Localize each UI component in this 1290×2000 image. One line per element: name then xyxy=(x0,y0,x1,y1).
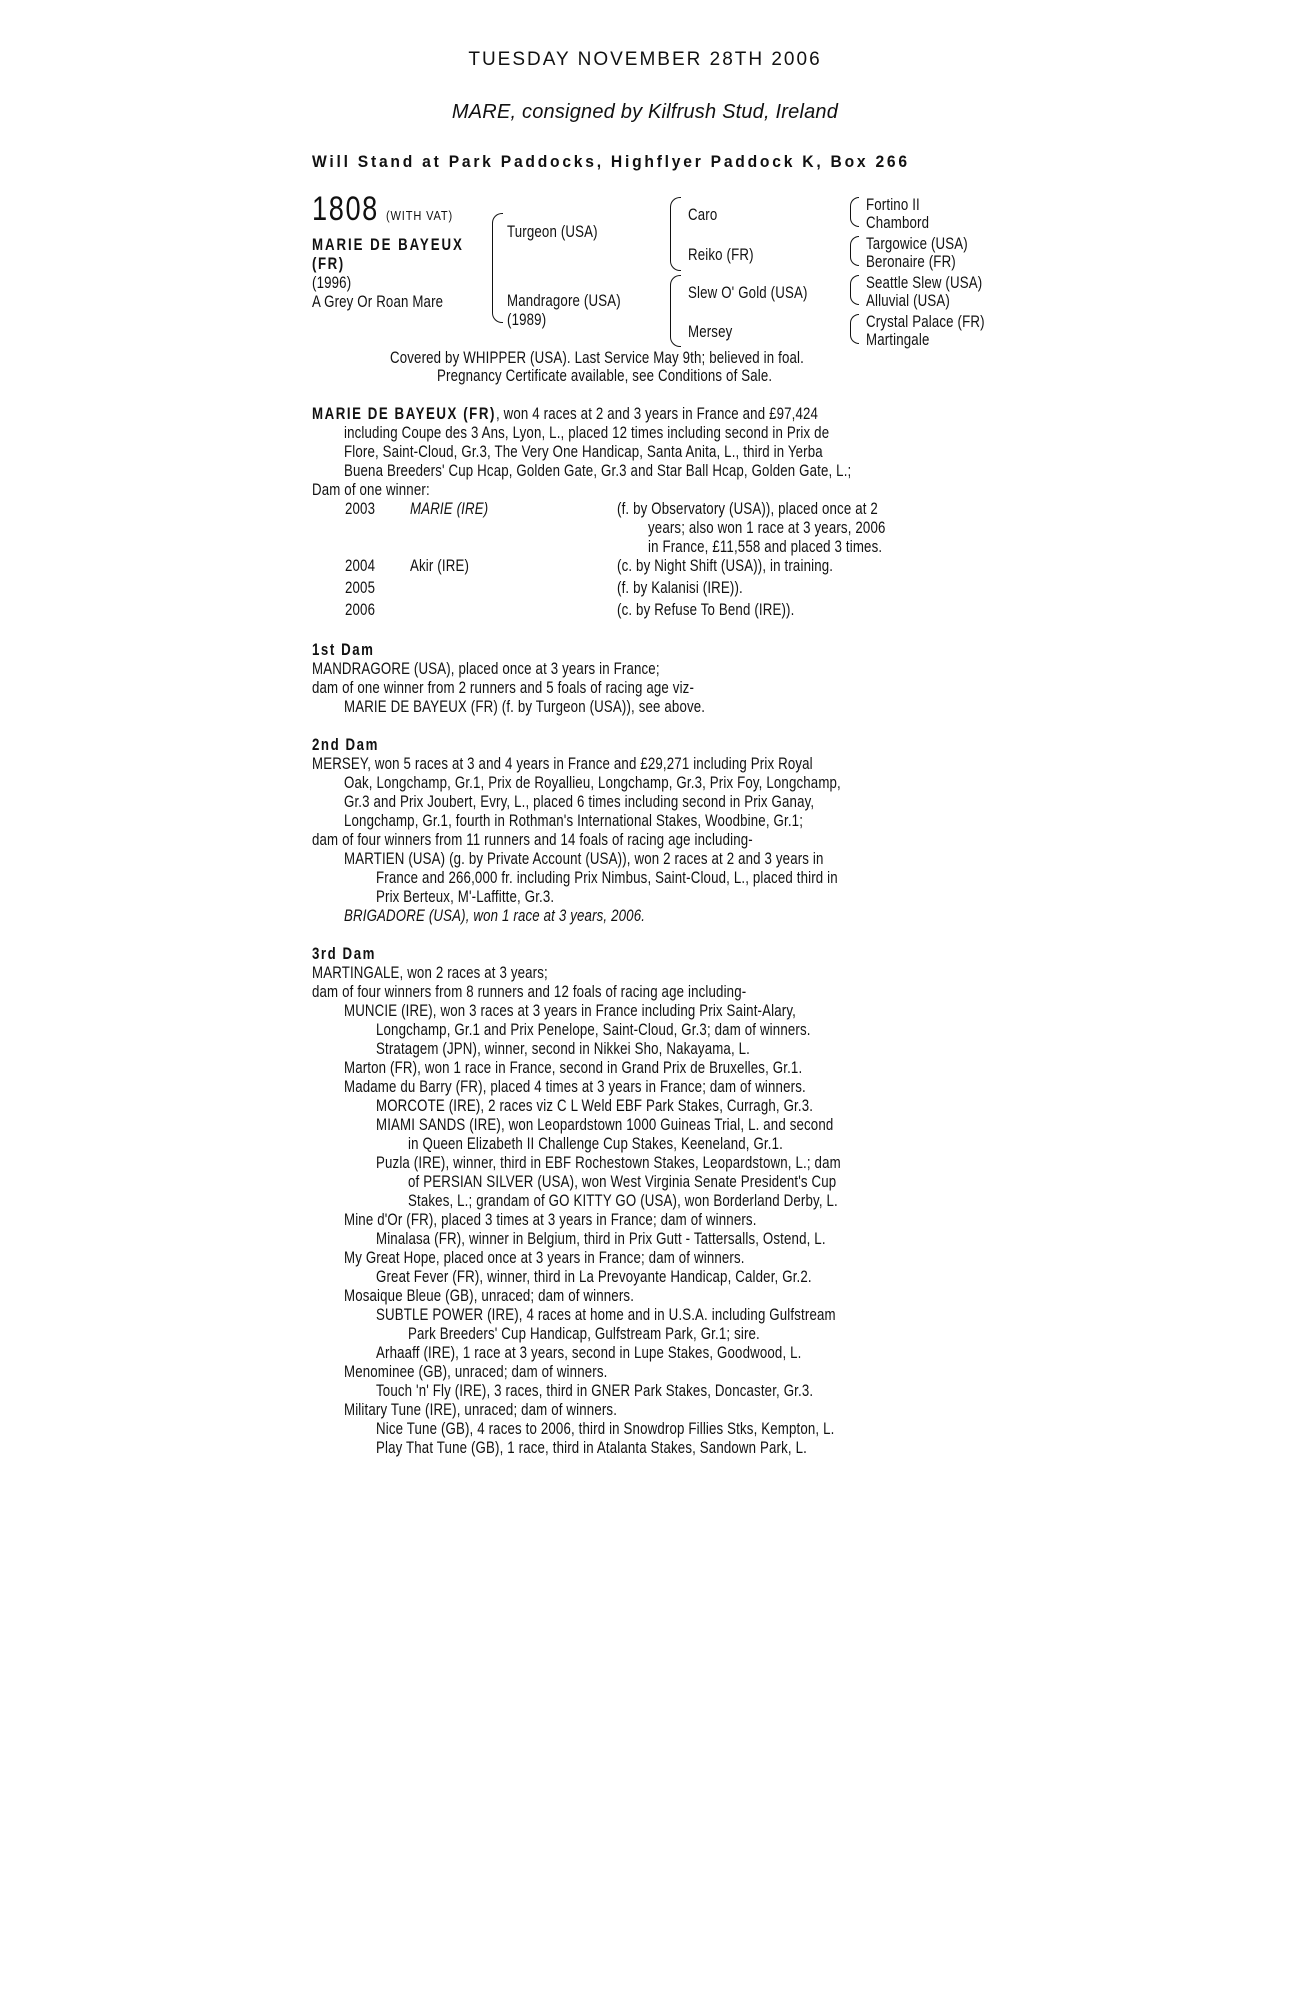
produce-detail: (c. by Night Shift (USA)), in training. xyxy=(617,556,834,575)
third-dam-line: MIAMI SANDS (IRE), won Leopardstown 1000 Guineas Trial, L. and second xyxy=(376,1115,834,1134)
third-dam-line: MUNCIE (IRE), won 3 races at 3 years in France including Prix Saint-Alary, xyxy=(344,1001,796,1020)
third-dam-line: of PERSIAN SILVER (USA), won West Virginia Senate President's Cup xyxy=(408,1172,837,1191)
pedigree-g1: Fortino II xyxy=(866,195,920,214)
produce-detail: (f. by Observatory (USA)), placed once at 2 xyxy=(617,499,878,518)
mare-record-line-3: Flore, Saint-Cloud, Gr.3, The Very One Handicap, Santa Anita, L., third in Yerba xyxy=(344,442,823,461)
pedigree-g6: Alluvial (USA) xyxy=(866,291,950,310)
pedigree-dam-year: (1989) xyxy=(507,310,547,329)
pedigree-g8: Martingale xyxy=(866,330,930,349)
horse-year: (1996) xyxy=(312,273,352,292)
third-dam-line: Park Breeders' Cup Handicap, Gulfstream Park, Gr.1; sire. xyxy=(408,1324,760,1343)
second-dam-line: MARTIEN (USA) (g. by Private Account (USA)), won 2 races at 2 and 3 years in xyxy=(344,849,824,868)
third-dam-line: Mine d'Or (FR), placed 3 times at 3 years in France; dam of winners. xyxy=(344,1210,757,1229)
first-dam-heading: 1st Dam xyxy=(312,640,375,659)
mare-record-line-2: including Coupe des 3 Ans, Lyon, L., placed 12 times including second in Prix de xyxy=(344,423,830,442)
third-dam-line: Touch 'n' Fly (IRE), 3 races, third in GNER Park Stakes, Doncaster, Gr.3. xyxy=(376,1381,814,1400)
mare-record-text: , won 4 races at 2 and 3 years in France and £97,424 xyxy=(495,404,819,423)
sale-date: TUESDAY NOVEMBER 28TH 2006 xyxy=(468,49,822,70)
third-dam-line: MARTINGALE, won 2 races at 3 years; xyxy=(312,963,548,982)
produce-name: MARIE (IRE) xyxy=(410,499,489,518)
produce-name: Akir (IRE) xyxy=(410,556,470,575)
mare-record-line-4: Buena Breeders' Cup Hcap, Golden Gate, Gr.3 and Star Ball Hcap, Golden Gate, L.; xyxy=(344,461,852,480)
third-dam-line: Menominee (GB), unraced; dam of winners. xyxy=(344,1362,608,1381)
pedigree-brace-dam xyxy=(670,275,681,347)
third-dam-line: Nice Tune (GB), 4 races to 2006, third in Snowdrop Fillies Stks, Kempton, L. xyxy=(376,1419,835,1438)
first-dam-line: MANDRAGORE (USA), placed once at 3 years in France; xyxy=(312,659,660,678)
pedigree-dam: Mandragore (USA) xyxy=(507,291,621,310)
second-dam-line: MERSEY, won 5 races at 3 and 4 years in France and £29,271 including Prix Royal xyxy=(312,754,813,773)
third-dam-line: Play That Tune (GB), 1 race, third in Atalanta Stakes, Sandown Park, L. xyxy=(376,1438,807,1457)
mare-record-line-1 xyxy=(312,404,818,423)
second-dam-line: BRIGADORE (USA), won 1 race at 3 years, 2006. xyxy=(344,906,646,925)
pedigree-g3: Targowice (USA) xyxy=(866,234,968,253)
horse-country: (FR) xyxy=(312,254,345,273)
third-dam-line: Longchamp, Gr.1 and Prix Penelope, Saint-Cloud, Gr.3; dam of winners. xyxy=(376,1020,811,1039)
pedigree-g2: Chambord xyxy=(866,213,930,232)
lot-number: 1808 xyxy=(312,190,379,228)
third-dam-line: Mosaique Bleue (GB), unraced; dam of winners. xyxy=(344,1286,635,1305)
pedigree-g7: Crystal Palace (FR) xyxy=(866,312,985,331)
produce-detail: (c. by Refuse To Bend (IRE)). xyxy=(617,600,795,619)
mare-dam-of: Dam of one winner: xyxy=(312,480,430,499)
pedigree-sire-sire: Caro xyxy=(688,205,718,224)
third-dam-line: Puzla (IRE), winner, third in EBF Rochestown Stakes, Leopardstown, L.; dam xyxy=(376,1153,841,1172)
produce-detail: in France, £11,558 and placed 3 times. xyxy=(648,537,883,556)
third-dam-line: MORCOTE (IRE), 2 races viz C L Weld EBF Park Stakes, Curragh, Gr.3. xyxy=(376,1096,814,1115)
first-dam-line: dam of one winner from 2 runners and 5 foals of racing age viz- xyxy=(312,678,695,697)
third-dam-line: in Queen Elizabeth II Challenge Cup Stakes, Keeneland, Gr.1. xyxy=(408,1134,783,1153)
second-dam-heading: 2nd Dam xyxy=(312,735,379,754)
third-dam-line: My Great Hope, placed once at 3 years in France; dam of winners. xyxy=(344,1248,745,1267)
pedigree-brace-g4 xyxy=(850,314,859,344)
produce-year: 2004 xyxy=(345,556,376,575)
third-dam-line: Stakes, L.; grandam of GO KITTY GO (USA), won Borderland Derby, L. xyxy=(408,1191,838,1210)
produce-year: 2005 xyxy=(345,578,376,597)
pedigree-dam-sire: Slew O' Gold (USA) xyxy=(688,283,808,302)
third-dam-line: Madame du Barry (FR), placed 4 times at 3 years in France; dam of winners. xyxy=(344,1077,806,1096)
third-dam-line: SUBTLE POWER (IRE), 4 races at home and in U.S.A. including Gulfstream xyxy=(376,1305,836,1324)
third-dam-line: Stratagem (JPN), winner, second in Nikkei Sho, Nakayama, L. xyxy=(376,1039,751,1058)
pedigree-brace-g3 xyxy=(850,275,859,305)
pedigree-brace-sire xyxy=(670,197,681,271)
produce-year: 2006 xyxy=(345,600,376,619)
pedigree-sire: Turgeon (USA) xyxy=(507,222,598,241)
third-dam-line: Arhaaff (IRE), 1 race at 3 years, second in Lupe Stakes, Goodwood, L. xyxy=(376,1343,802,1362)
third-dam-line: Marton (FR), won 1 race in France, second in Grand Prix de Bruxelles, Gr.1. xyxy=(344,1058,803,1077)
second-dam-line: Gr.3 and Prix Joubert, Evry, L., placed 6 times including second in Prix Ganay, xyxy=(344,792,815,811)
mare-record-name: MARIE DE BAYEUX (FR) xyxy=(312,404,496,423)
produce-year: 2003 xyxy=(345,499,376,518)
second-dam-line: dam of four winners from 11 runners and 14 foals of racing age including- xyxy=(312,830,753,849)
third-dam-line: Military Tune (IRE), unraced; dam of winners. xyxy=(344,1400,618,1419)
second-dam-line: Prix Berteux, M'-Laffitte, Gr.3. xyxy=(376,887,555,906)
stand-location: Will Stand at Park Paddocks, Highflyer Paddock K, Box 266 xyxy=(312,152,910,171)
covered-line-1: Covered by WHIPPER (USA). Last Service May 9th; believed in foal. xyxy=(390,348,804,367)
produce-detail: (f. by Kalanisi (IRE)). xyxy=(617,578,743,597)
pedigree-dam-dam: Mersey xyxy=(688,322,733,341)
third-dam-line: dam of four winners from 8 runners and 12 foals of racing age including- xyxy=(312,982,747,1001)
lot-vat: (WITH VAT) xyxy=(386,208,454,223)
horse-description: A Grey Or Roan Mare xyxy=(312,292,444,311)
pedigree-brace-main xyxy=(492,213,503,323)
horse-name: MARIE DE BAYEUX xyxy=(312,235,464,254)
produce-detail: years; also won 1 race at 3 years, 2006 xyxy=(648,518,886,537)
covered-line-2: Pregnancy Certificate available, see Conditions of Sale. xyxy=(437,366,773,385)
third-dam-line: Great Fever (FR), winner, third in La Prevoyante Handicap, Calder, Gr.2. xyxy=(376,1267,812,1286)
second-dam-line: France and 266,000 fr. including Prix Nimbus, Saint-Cloud, L., placed third in xyxy=(376,868,838,887)
first-dam-line: MARIE DE BAYEUX (FR) (f. by Turgeon (USA)), see above. xyxy=(344,697,706,716)
pedigree-sire-dam: Reiko (FR) xyxy=(688,245,754,264)
consignor-line: MARE, consigned by Kilfrush Stud, Ireland xyxy=(451,101,839,123)
pedigree-brace-g1 xyxy=(850,197,859,227)
pedigree-g5: Seattle Slew (USA) xyxy=(866,273,983,292)
pedigree-brace-g2 xyxy=(850,236,859,266)
third-dam-heading: 3rd Dam xyxy=(312,944,376,963)
pedigree-g4: Beronaire (FR) xyxy=(866,252,956,271)
second-dam-line: Longchamp, Gr.1, fourth in Rothman's International Stakes, Woodbine, Gr.1; xyxy=(344,811,804,830)
third-dam-line: Minalasa (FR), winner in Belgium, third in Prix Gutt - Tattersalls, Ostend, L. xyxy=(376,1229,826,1248)
second-dam-line: Oak, Longchamp, Gr.1, Prix de Royallieu, Longchamp, Gr.3, Prix Foy, Longchamp, xyxy=(344,773,841,792)
